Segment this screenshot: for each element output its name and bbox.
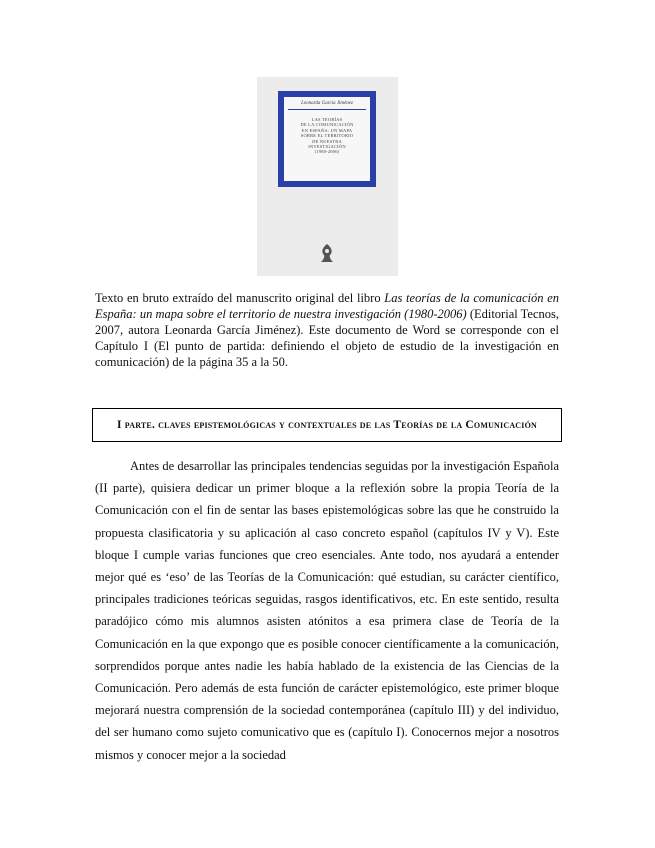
cover-title-frame — [278, 91, 376, 187]
cover-title — [287, 117, 367, 155]
tecnos-logo-icon — [318, 243, 336, 263]
section-title: I parte. claves epistemológicas y contextuales de las Teorías de la Comunicación — [116, 418, 537, 431]
book-cover-image — [257, 77, 398, 276]
image-caption — [95, 290, 559, 370]
caption-book-title: Las teorías de la comunicación en España: un mapa sobre el territorio de nuestra investigación (1980-2006) — [95, 291, 559, 321]
cover-title-panel — [284, 97, 370, 181]
cover-title-line: DE NUESTRA — [312, 138, 342, 144]
cover-title-line: (1980-2006) — [314, 149, 340, 155]
cover-title-line: SOBRE EL TERRITORIO — [300, 133, 354, 139]
cover-title-line: INVESTIGACIÓN — [308, 144, 346, 150]
cover-author: Leonarda García Jiménez — [301, 101, 353, 106]
section-heading-box — [92, 408, 562, 442]
caption-details: (Editorial Tecnos, 2007, autora Leonarda García Jiménez). Este documento de Word se corresponde con el Capítulo I (El punto de partida: definiendo el objeto de estudio de la investigación en comunicación) de la página 35 a la 50. — [95, 307, 559, 369]
caption-intro: Texto en bruto extraído del manuscrito original del libro — [95, 291, 385, 305]
cover-title-line: DE LA COMUNICACIÓN — [300, 122, 354, 128]
body-paragraph: Antes de desarrollar las principales tendencias seguidas por la investigación Española (II parte), quisiera dedicar un primer bloque a la reflexión sobre la propia Teoría de la Comunicación con el fin de sentar las bases epistemológicas sobre las que he construido la propuesta clasificatoria y su aplicación al caso concreto español (capítulos IV y V). Este bloque I cumple varias funciones que creo esenciales. Ante todo, nos ayudará a entender mejor qué es ‘eso’ de las Teorías de la Comunicación: qué estudian, su carácter científico, principales tradiciones teóricas seguidas, rasgos identificativos, etc. En este sentido, resulta paradójico cómo mis alumnos asisten atónitos a esa primera clase de Teoría de la Comunicación en la que expongo que es posible conocer científicamente a la comunicación, sorprendidos porque antes nadie les había hablado de la existencia de las Ciencias de la Comunicación. Pero además de esta función de carácter epistemológico, este primer bloque mejorará nuestra comprensión de la sociedad contemporánea (capítulo III) y del individuo, del ser humano como sujeto comunicativo que es (capítulo I). Conocernos mejor a nosotros mismos y conocer mejor a la sociedad — [95, 459, 559, 762]
cover-title-line: LAS TEORÍAS — [311, 117, 343, 122]
cover-title-line: EN ESPAÑA: UN MAPA — [301, 127, 353, 133]
cover-divider — [288, 109, 366, 110]
